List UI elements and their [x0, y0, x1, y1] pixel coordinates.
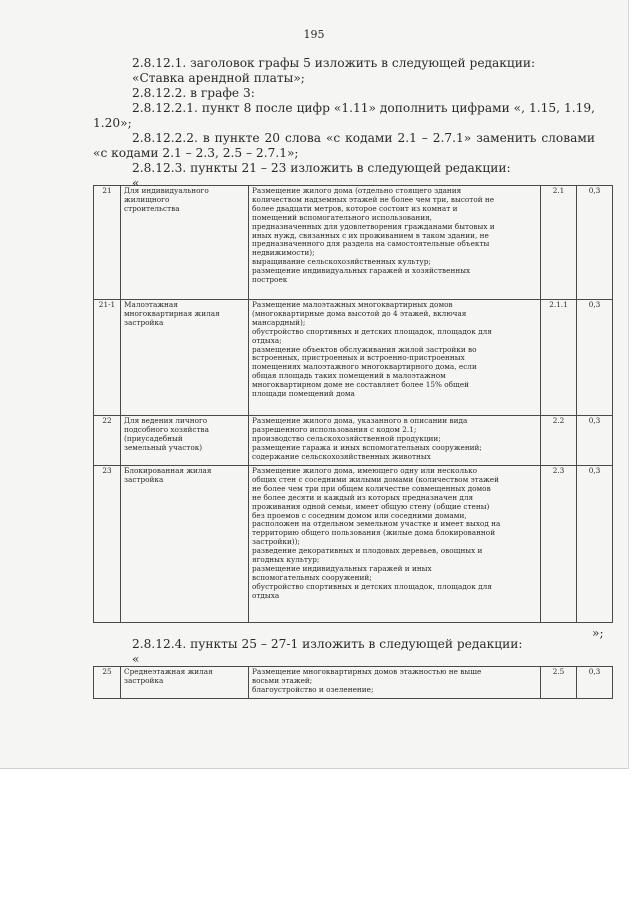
description-line: иных нужд, связанных с их проживанием в таком здании, не [252, 230, 489, 240]
paragraph-2-8-12-2-1-line1: 2.8.12.2.1. пункт 8 после цифр «1.11» дополнить цифрами «, 1.15, 1.19, [132, 101, 595, 115]
use-type-description-cell [249, 466, 541, 623]
paragraph-2-8-12-4: 2.8.12.4. пункты 25 – 27-1 изложить в следующей редакции: [132, 637, 523, 651]
description-line: не более десяти и каждый из которых предназначен для [252, 492, 474, 502]
description-line: многоквартирном доме не составляет более 15% общей [252, 380, 470, 390]
use-type-name-cell [121, 186, 249, 300]
description-line: более двадцати метров, которое состоит из комнат и [252, 203, 458, 213]
use-type-name-cell [121, 416, 249, 466]
paragraph-2-8-12-2-2-line1: 2.8.12.2.2. в пункте 20 слова «с кодами 2.1 – 2.7.1» заменить словами [132, 131, 595, 145]
land-use-table-2 [93, 666, 613, 699]
description-line: без проемов с соседним домом или соседними домами, [252, 510, 467, 520]
description-line: благоустройство и озеленение; [252, 684, 374, 694]
table-row [94, 667, 613, 699]
use-type-name-cell [121, 667, 249, 699]
rent-rate-cell: 0,3 [577, 466, 613, 623]
use-type-name-line: застройка [124, 675, 164, 685]
paragraph-2-8-12-2-1-line2: 1.20»; [93, 116, 132, 130]
description-line: разведение декоративных и плодовых деревьев, овощных и [252, 546, 483, 556]
use-type-name-line: многоквартирная жилая [124, 308, 220, 318]
use-type-name-line: Блокированная жилая [124, 466, 212, 475]
use-type-name-line: Для ведения личного [124, 416, 208, 425]
use-type-description-cell [249, 300, 541, 416]
description-line: помещениях малоэтажного многоквартирного дома, если [252, 362, 477, 372]
description-line: обустройство спортивных и детских площадок, площадок для [252, 581, 492, 591]
description-line: Размещение жилого дома, указанного в описании вида [252, 416, 468, 425]
use-type-name-line: строительства [124, 203, 180, 213]
description-line: Размещение многоквартирных домов этажностью не выше [252, 667, 482, 676]
opening-quote-2: « [132, 652, 140, 666]
use-type-name-line: Среднеэтажная жилая [124, 667, 213, 676]
use-type-name-cell [121, 300, 249, 416]
description-line: не более чем три при общем количестве совмещенных домов [252, 483, 491, 493]
description-line: разрешенного использования с кодом 2.1; [252, 424, 417, 434]
item-number-cell: 21 [94, 186, 121, 300]
rent-rate-cell: 0,3 [577, 186, 613, 300]
description-line: отдыха [252, 590, 280, 600]
item-number-cell: 22 [94, 416, 121, 466]
use-type-name-line: земельный участок) [124, 442, 203, 452]
use-code-cell: 2.2 [541, 416, 577, 466]
use-code-cell: 2.1.1 [541, 300, 577, 416]
description-line: (многоквартирные дома высотой до 4 этажей, включая [252, 308, 467, 318]
table-row [94, 466, 613, 623]
description-line: обустройство спортивных и детских площадок, площадок для [252, 326, 492, 336]
use-type-name-line: Малоэтажная [124, 300, 178, 309]
description-line: недвижимости); [252, 248, 315, 258]
use-type-description-cell [249, 416, 541, 466]
description-line: помещений вспомогательного использования, [252, 212, 433, 222]
paragraph-2-8-12-2-2-line2: «с кодами 2.1 – 2.3, 2.5 – 2.7.1»; [93, 146, 299, 160]
use-type-name-line: Для индивидуального [124, 186, 209, 195]
use-code-cell: 2.1 [541, 186, 577, 300]
use-type-name-line: застройка [124, 317, 164, 327]
rent-rate-cell: 0,3 [577, 300, 613, 416]
use-code-cell: 2.5 [541, 667, 577, 699]
description-line: встроенных, пристроенных и встроенно-пристроенных [252, 353, 465, 363]
description-line: размещение объектов обслуживания жилой застройки во [252, 344, 477, 354]
use-type-name-line: (приусадебный [124, 433, 183, 443]
description-line: Размещение малоэтажных многоквартирных домов [252, 300, 453, 309]
description-line: размещение гаража и иных вспомогательных сооружений; [252, 442, 482, 452]
paragraph-2-8-12-2: 2.8.12.2. в графе 3: [132, 86, 255, 100]
item-number-cell: 21-1 [94, 300, 121, 416]
rent-rate-cell: 0,3 [577, 667, 613, 699]
use-type-name-line: жилищного [124, 194, 170, 204]
description-line: расположен на отдельном земельном участке и имеет выход на [252, 519, 501, 529]
rent-rate-cell: 0,3 [577, 416, 613, 466]
description-line: общая площадь таких помещений в малоэтажном [252, 371, 446, 381]
description-line: площади помещений дома [252, 389, 355, 399]
use-type-name-cell [121, 466, 249, 623]
description-line: отдыха; [252, 335, 282, 345]
paragraph-2-8-12-1-line1: 2.8.12.1. заголовок графы 5 изложить в следующей редакции: [132, 56, 536, 70]
description-line: Размещение жилого дома (отдельно стоящего здания [252, 186, 462, 195]
description-line: территорию общего пользования (жилые дома блокированной [252, 528, 496, 538]
description-line: размещение индивидуальных гаражей и иных [252, 563, 432, 573]
paragraph-2-8-12-1-line2: «Ставка арендной платы»; [132, 71, 305, 85]
table-row [94, 186, 613, 300]
item-number-cell: 23 [94, 466, 121, 623]
description-line: предназначенного для раздела на самостоятельные объекты [252, 239, 490, 249]
table-row [94, 300, 613, 416]
description-line: Размещение жилого дома, имеющего одну или несколько [252, 466, 478, 475]
table-row [94, 416, 613, 466]
use-type-name-line: подсобного хозяйства [124, 424, 209, 434]
description-line: предназначенных для удовлетворения гражданами бытовых и [252, 221, 495, 231]
description-line: общих стен с соседними жилыми домами (количеством этажей [252, 474, 499, 484]
description-line: вспомогательных сооружений; [252, 572, 372, 582]
opening-quote-1: « [132, 176, 140, 190]
description-line: построек [252, 275, 288, 285]
description-line: размещение индивидуальных гаражей и хозяйственных [252, 266, 471, 276]
page-number: 195 [303, 28, 325, 41]
use-type-description-cell [249, 667, 541, 699]
description-line: выращивание сельскохозяйственных культур; [252, 257, 431, 267]
use-type-description-cell [249, 186, 541, 300]
description-line: содержание сельскохозяйственных животных [252, 451, 431, 461]
use-type-name-line: застройка [124, 474, 164, 484]
closing-quote-1: »; [592, 626, 604, 640]
description-line: мансардный); [252, 317, 306, 327]
land-use-table-1 [93, 185, 613, 623]
description-line: восьми этажей; [252, 675, 313, 685]
description-line: проживания одной семьи, имеет общую стену (общие стены) [252, 501, 490, 511]
use-code-cell: 2.3 [541, 466, 577, 623]
paragraph-2-8-12-3: 2.8.12.3. пункты 21 – 23 изложить в следующей редакции: [132, 161, 511, 175]
description-line: ягодных культур; [252, 555, 320, 565]
item-number-cell: 25 [94, 667, 121, 699]
description-line: количеством надземных этажей не более чем три, высотой не [252, 194, 495, 204]
description-line: застройки)); [252, 537, 300, 547]
description-line: производство сельскохозяйственной продукции; [252, 433, 441, 443]
